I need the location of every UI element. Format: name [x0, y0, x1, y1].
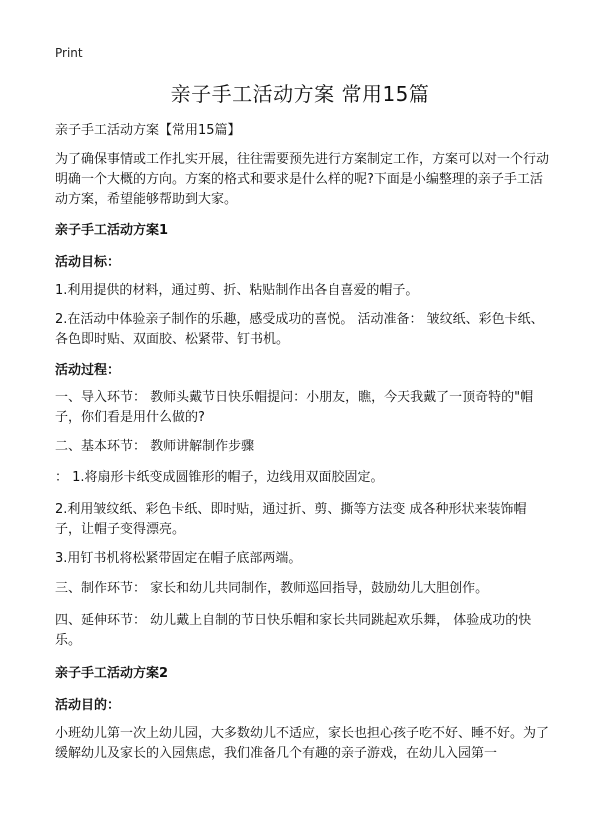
- section2-paragraph: 小班幼儿第一次上幼儿园，大多数幼儿不适应，家长也担心孩子吃不好、睡不好。为了缓解幼儿及家长的入园焦虑，我们准备几个有趣的亲子游戏，在幼儿入园第一: [55, 726, 550, 761]
- goal-2: 2.在活动中体验亲子制作的乐趣，感受成功的喜悦。 活动准备： 皱纹纸、彩色卡纸、各色即时贴、双面胶、松紧带、钉书机。: [55, 312, 544, 347]
- step-4: 四、延伸环节： 幼儿戴上自制的节日快乐帽和家长共同跳起欢乐舞， 体验成功的快乐。: [55, 613, 532, 648]
- purpose-heading: 活动目的：: [55, 698, 121, 713]
- goals-heading: 活动目标：: [55, 255, 121, 270]
- print-label: Print: [55, 46, 83, 60]
- intro-paragraph: 为了确保事情或工作扎实开展，往往需要预先进行方案制定工作，方案可以对一个行动明确一个大概的方向。方案的格式和要求是什么样的呢?下面是小编整理的亲子手工活动方案，希望能够帮助到大家。: [55, 152, 550, 207]
- step-2a: ： 1.将扇形卡纸变成圆锥形的帽子，边线用双面胶固定。: [55, 470, 384, 485]
- doc-subtitle: 亲子手工活动方案【常用15篇】: [55, 123, 241, 138]
- step-2: 二、基本环节： 教师讲解制作步骤: [55, 439, 255, 454]
- step-2c: 3.用钉书机将松紧带固定在帽子底部两端。: [55, 551, 302, 566]
- step-1: 一、导入环节： 教师头戴节日快乐帽提问：小朋友，瞧，今天我戴了一顶奇特的"帽子，你们看是用什么做的?: [55, 390, 534, 425]
- step-3: 三、制作环节： 家长和幼儿共同制作，教师巡回指导，鼓励幼儿大胆创作。: [55, 581, 489, 596]
- step-2b: 2.利用皱纹纸、彩色卡纸、即时贴，通过折、剪、撕等方法变 成各种形状来装饰帽子，让帽子变得漂亮。: [55, 502, 527, 537]
- page-title: 亲子手工活动方案 常用15篇: [170, 82, 430, 106]
- process-heading: 活动过程：: [55, 363, 121, 378]
- goal-1: 1.利用提供的材料，通过剪、折、粘贴制作出各自喜爱的帽子。: [55, 283, 419, 298]
- section1-heading: 亲子手工活动方案1: [55, 223, 169, 238]
- section2-heading: 亲子手工活动方案2: [55, 666, 169, 681]
